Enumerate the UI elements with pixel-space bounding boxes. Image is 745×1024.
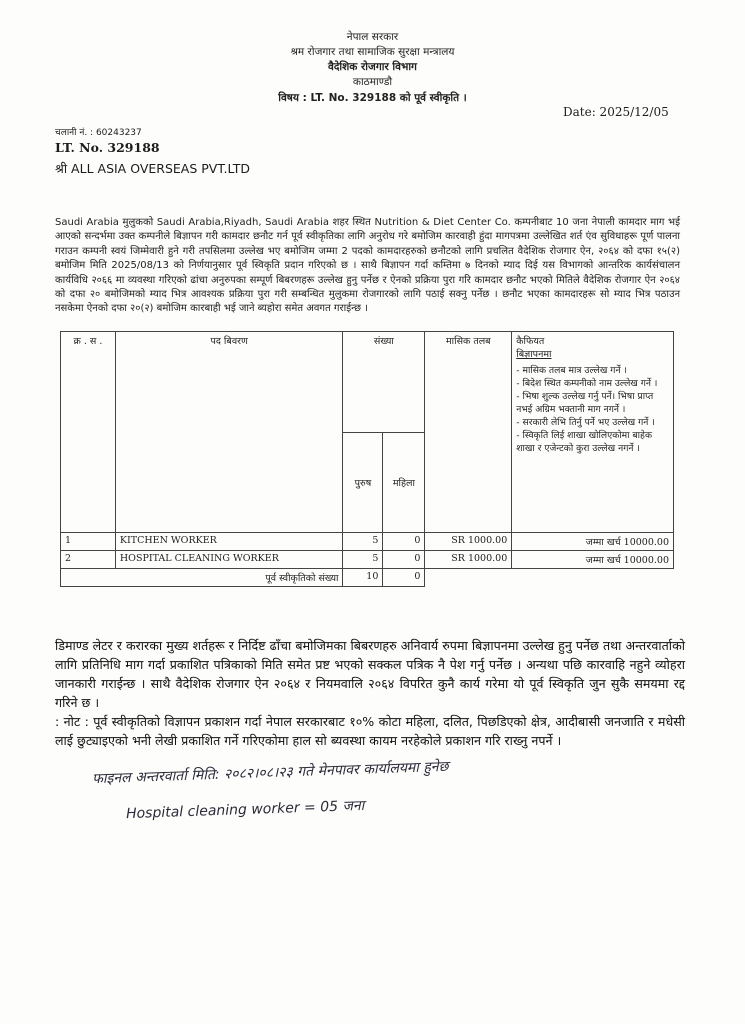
remarks-note: - सरकारी लेभि तिर्नु पर्ने भए उल्लेख गर्ने ।	[516, 417, 655, 428]
row-female: 0	[383, 551, 425, 569]
remarks-note: - मासिक तलब मात्र उल्लेख गर्ने ।	[516, 365, 627, 376]
header-count: संख्या	[343, 332, 425, 433]
row-total: जम्मा खर्च 10000.00	[512, 551, 674, 569]
header-female: महिला	[383, 433, 425, 533]
header-male: पुरुष	[343, 433, 383, 533]
remarks-subtitle: बिज्ञापनमा	[516, 349, 552, 360]
company-name: श्री ALL ASIA OVERSEAS PVT.LTD	[55, 161, 250, 176]
lt-number: LT. No. 329188	[55, 140, 160, 155]
remarks-note: - बिदेश स्थित कम्पनीको नाम उल्लेख गर्ने ।	[516, 378, 658, 389]
footer-label: पूर्व स्वीकृतिको संख्या	[61, 569, 343, 587]
remarks-notes	[516, 364, 669, 455]
remarks-note: - भिषा शुल्क उल्लेख गर्नु पर्ने। भिषा प्राप्त नभई अग्रिम भक्तानी माग नगर्ने ।	[516, 391, 654, 415]
footer-male: 10	[343, 569, 383, 587]
header-sn: क्र . स .	[61, 332, 116, 533]
table-row	[61, 551, 674, 569]
header-remarks	[512, 332, 674, 533]
header-subject: विषय : LT. No. 329188 को पूर्व स्वीकृति ।	[278, 92, 467, 104]
row-male: 5	[343, 533, 383, 551]
row-post: HOSPITAL CLEANING WORKER	[115, 551, 343, 569]
header-salary: मासिक तलब	[425, 332, 512, 533]
row-female: 0	[383, 533, 425, 551]
header-ministry: श्रम रोजगार तथा सामाजिक सुरक्षा मन्त्रालय	[290, 46, 455, 58]
row-sn: 2	[61, 551, 116, 569]
row-salary: SR 1000.00	[425, 533, 512, 551]
header-department: वैदेशिक रोजगार विभाग	[328, 61, 417, 73]
row-total: जम्मा खर्च 10000.00	[512, 533, 674, 551]
header-city: काठमाण्डौ	[352, 76, 393, 88]
row-post: KITCHEN WORKER	[115, 533, 343, 551]
row-male: 5	[343, 551, 383, 569]
remarks-title: कैफियत	[516, 336, 545, 347]
handwritten-interview-note: फाइनल अन्तरवार्ता मिति: २०८२।०८।२३ गते मेनपावर कार्यालयमा हुनेछ	[91, 758, 449, 788]
header-post: पद बिवरण	[115, 332, 343, 533]
note-paragraph: : नोट : पूर्व स्वीकृतिको विज्ञापन प्रकाशन गर्दा नेपाल सरकारबाट १०% कोटा महिला, दलित, पिछडिएको क्षेत्र, आदीबासी जनजाति र मधेसी लाई छुट्याइएको भनी लेखी प्रकाशित गर्ने गरिएकोमा हाल सो ब्यवस्था कायम नरहेकोले प्रकाशन गरि राख्नु नपर्ने ।	[55, 714, 685, 748]
approval-table	[60, 331, 674, 587]
body-paragraph: Saudi Arabia मुलुकको Saudi Arabia,Riyadh, Saudi Arabia शहर स्थित Nutrition & Diet Center Co. कम्पनीबाट 10 जना नेपाली कामदार माग भई आएको सन्दर्भमा उक्त कम्पनीले बिज्ञापन गरी कामदार छनौट गर्न पूर्व स्वीकृतिका लागि अनुरोध गरे बमोजिम कारवाही हुंदा मागपत्रमा उल्लेखित शर्त एंव सुविधाहरू पूर्ण पालना गराउन कम्पनी स्वयं जिम्मेवारी हुने गरी तपसिलमा उल्लेख भए बमोजिम जम्मा 2 पदको कामदारहरुको छनौटको लागि प्रचलित वैदेशिक रोजगार ऐन, २०६४ को दफा १५(२) बमोजिम मिति 2025/08/13 को निर्णयानुसार पूर्व स्विकृति प्रदान गरिएको छ । साथै बिज्ञापन गर्दा कम्तिमा ७ दिनको म्याद दिई यस विभागको आन्तरिक कार्यसंचालन कार्यविधि २०६६ मा व्यवस्था गरिएको ढांचा अनुरुपका सम्पूर्ण बिबरणहरू उल्लेख हुनु पर्नेछ र ऐनको प्रक्रिया पुरा गरि कामदार छनौट भएको मितिले वैदेशिक रोजगार ऐन २०६४ को दफा २० बमोजिमको म्याद भित्र आवश्यक प्रक्रिया पुरा गरी सम्बन्धित मुलुकमा रोजगारको लागि पठाई सक्नु पर्नेछ । छनौट भएका कामदारहरू सो म्याद भित्र पठाउन नसकेमा ऐनको दफा २०(२) बमोजिम कारबाही भई जाने ब्यहोरा समेत अवगत गराईन्छ ।	[55, 217, 680, 315]
row-salary: SR 1000.00	[425, 551, 512, 569]
handwritten-worker-note: Hospital cleaning worker = 05 जना	[125, 797, 365, 823]
chalani-number: चलानी नं. : 60243237	[55, 128, 142, 138]
footer-female: 0	[383, 569, 425, 587]
table-row	[61, 533, 674, 551]
header-government: नेपाल सरकार	[346, 31, 399, 43]
table-footer-row	[61, 569, 674, 587]
remarks-note: - स्विकृति लिई शाखा खोलिएकोमा बाहेक शाखा र एजेन्टको कुरा उल्लेख नगर्ने ।	[516, 430, 652, 454]
demand-paragraph: डिमाण्ड लेटर र करारका मुख्य शर्तहरू र निर्दिष्ट ढाँचा बमोजिमका बिबरणहरु अनिवार्य रुपमा बिज्ञापनमा उल्लेख हुनु पर्नेछ तथा अन्तरवार्ताको लागि प्रतिनिधि माग गर्दा प्रकाशित पत्रिकाको मिति समेत प्रष्ट भएको सक्कल पत्रिक नै पेश गर्नु पर्नेछ । अन्यथा पछि कारवाहि नहुने व्योहरा जानकारी गराईन्छ । साथै वैदेशिक रोजगार ऐन २०६४ र नियमवालि २०६४ विपरित कुनै कार्य गरेमा यो पूर्व स्विकृति जुन सुकै समयमा रद्द गरिने छ ।	[55, 638, 685, 710]
letter-date: Date: 2025/12/05	[563, 105, 669, 119]
row-sn: 1	[61, 533, 116, 551]
